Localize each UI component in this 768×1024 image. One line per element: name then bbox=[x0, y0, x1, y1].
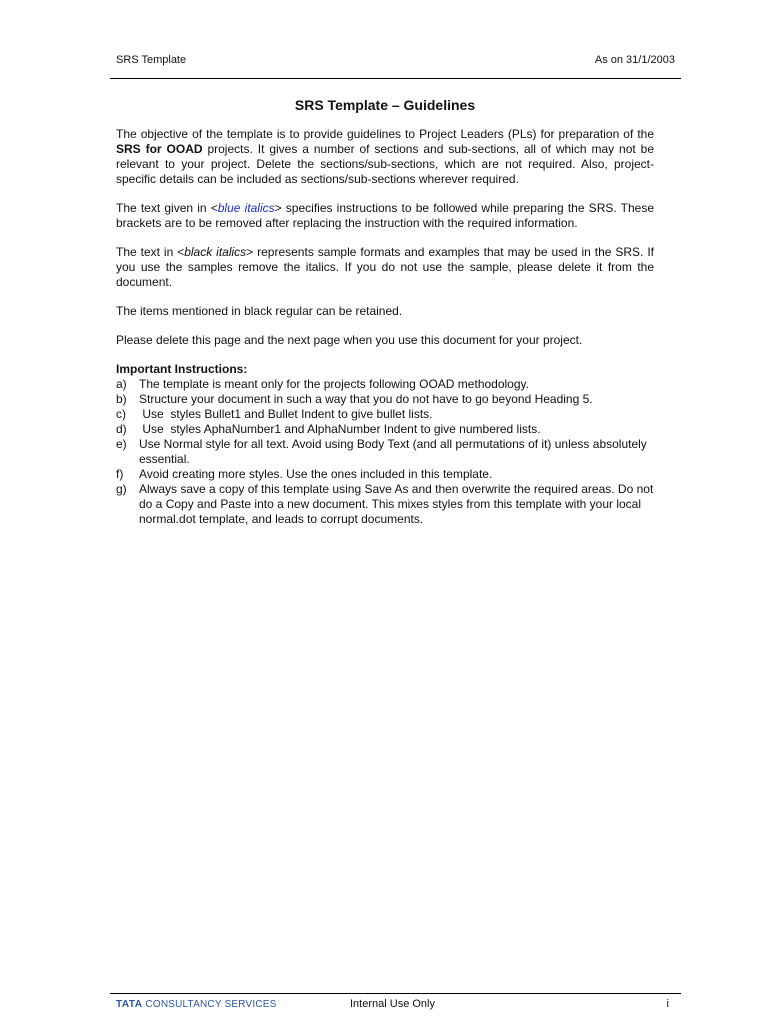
list-item-letter: f) bbox=[116, 467, 124, 481]
list-item-text: Use styles Bullet1 and Bullet Indent to give bullet lists. bbox=[139, 407, 433, 421]
intro-paragraph-black-regular: The items mentioned in black regular can be retained. bbox=[116, 304, 403, 318]
footer-classification: Internal Use Only bbox=[350, 998, 435, 1010]
important-instructions-heading: Important Instructions: bbox=[116, 362, 248, 376]
list-item-letter: c) bbox=[116, 407, 126, 421]
list-item-letter: g) bbox=[116, 482, 127, 496]
list-item bbox=[116, 482, 654, 527]
document-body bbox=[116, 96, 654, 527]
list-item bbox=[116, 422, 654, 437]
intro-text: > specifies instructions to be followed while preparing the SRS. These brackets are to be removed after replacing the instruction with the required information. bbox=[116, 201, 655, 230]
list-item bbox=[116, 437, 654, 467]
footer-divider bbox=[110, 993, 681, 994]
blue-italics-sample: blue italics bbox=[217, 201, 275, 215]
black-italics-sample: black italics bbox=[184, 245, 247, 259]
intro-text: The text in < bbox=[116, 245, 185, 259]
intro-text: projects. It gives a number of sections and sub-sections, all of which may not be relevant to your project. Delete the sections/sub-sections, which are not required. Also, project-specific details can be included as sections/sub-sections wherever required. bbox=[116, 142, 654, 186]
consultancy-services-wordmark: CONSULTANCY SERVICES bbox=[145, 999, 277, 1010]
list-item bbox=[116, 467, 654, 482]
list-item-text: Avoid creating more styles. Use the ones included in this template. bbox=[139, 467, 493, 481]
srs-for-ooad-emphasis: SRS for OOAD bbox=[116, 142, 203, 156]
intro-paragraph-delete-page: Please delete this page and the next page when you use this document for your project. bbox=[116, 333, 583, 347]
tata-wordmark: TATA bbox=[116, 999, 143, 1010]
list-item-text: Use styles AphaNumber1 and AlphaNumber Indent to give numbered lists. bbox=[139, 422, 541, 436]
list-item-text: Use Normal style for all text. Avoid using Body Text (and all permutations of it) unless absolutely essential. bbox=[139, 437, 647, 466]
tcs-logo bbox=[116, 999, 277, 1010]
list-item-letter: b) bbox=[116, 392, 127, 406]
page-number: i bbox=[666, 998, 669, 1010]
list-item-text: The template is meant only for the projects following OOAD methodology. bbox=[139, 377, 529, 391]
list-item-text: Always save a copy of this template using Save As and then overwrite the required areas. Do not do a Copy and Paste into a new document. This mixes styles from this template with your local normal.dot template, and leads to corrupt documents. bbox=[139, 482, 654, 526]
intro-paragraph-blue-italics bbox=[116, 201, 654, 231]
intro-paragraph-objective bbox=[116, 127, 654, 187]
list-item-letter: a) bbox=[116, 377, 127, 391]
instructions-list bbox=[116, 377, 654, 527]
intro-text: > represents sample formats and examples that may be used in the SRS. If you use the samples remove the italics. If you do not use the sample, please delete it from the document. bbox=[116, 245, 654, 289]
intro-text: The objective of the template is to provide guidelines to Project Leaders (PLs) for preparation of the bbox=[116, 127, 654, 141]
page-footer bbox=[116, 998, 675, 1014]
list-item-text: Structure your document in such a way that you do not have to go beyond Heading 5. bbox=[139, 392, 593, 406]
list-item-letter: d) bbox=[116, 422, 127, 436]
document-title: SRS Template – Guidelines bbox=[294, 97, 476, 113]
page-header bbox=[116, 54, 675, 74]
intro-text: The text given in < bbox=[116, 201, 218, 215]
list-item bbox=[116, 377, 654, 392]
list-item-letter: e) bbox=[116, 437, 127, 451]
header-document-name: SRS Template bbox=[116, 54, 187, 66]
list-item bbox=[116, 392, 654, 407]
intro-paragraph-black-italics bbox=[116, 245, 654, 290]
header-date: As on 31/1/2003 bbox=[594, 54, 675, 66]
header-divider bbox=[110, 78, 681, 79]
list-item bbox=[116, 407, 654, 422]
